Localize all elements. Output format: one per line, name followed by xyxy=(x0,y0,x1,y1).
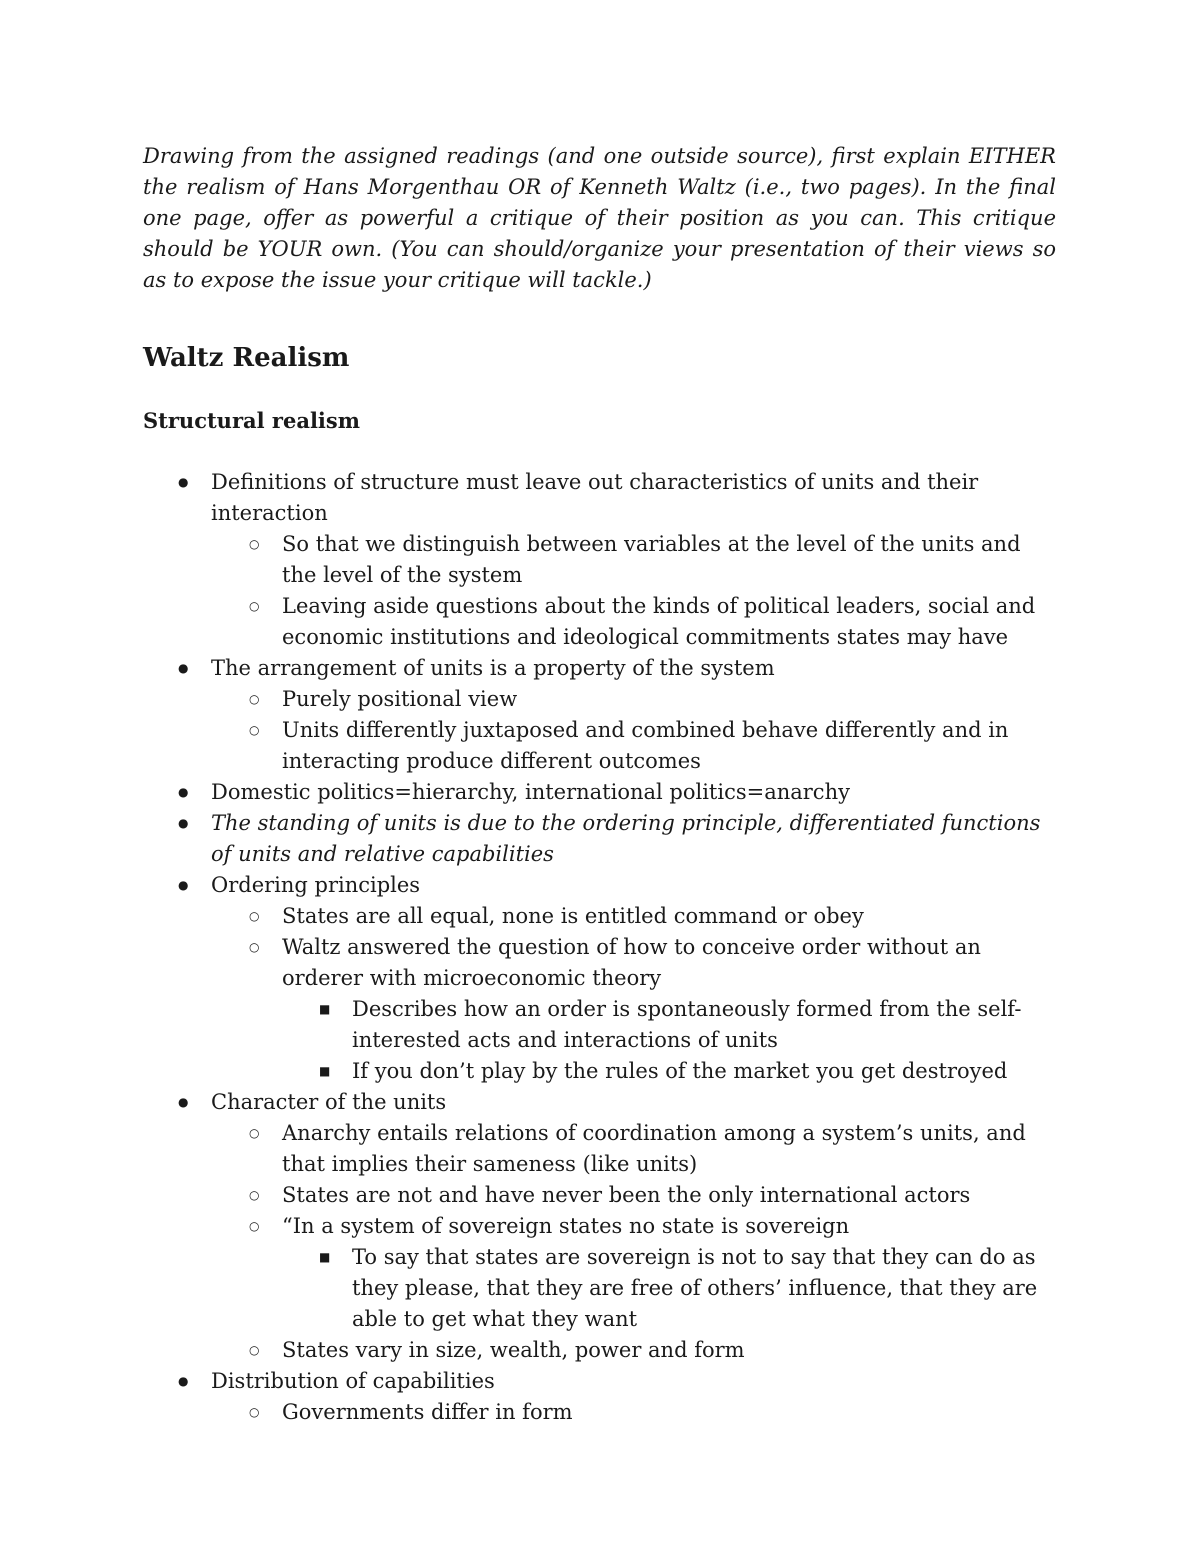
list-item-text: States are not and have never been the only international actors xyxy=(282,1183,971,1207)
bullet-circle-icon: ○ xyxy=(249,940,260,954)
bullet-dot-icon: ● xyxy=(178,1095,189,1109)
outline-list xyxy=(143,467,1056,1428)
list-item xyxy=(143,1056,1056,1087)
list-item-text: Leaving aside questions about the kinds of political leaders, social and economic institutions and ideological commitments states may have xyxy=(282,594,1036,649)
bullet-circle-icon: ○ xyxy=(249,1126,260,1140)
list-item-text: States are all equal, none is entitled command or obey xyxy=(282,904,864,928)
list-item xyxy=(143,684,1056,715)
list-item-text: Describes how an order is spontaneously formed from the self-interested acts and interactions of units xyxy=(352,997,1022,1052)
list-item xyxy=(143,1087,1056,1118)
list-item-text: Purely positional view xyxy=(282,687,518,711)
list-item xyxy=(143,870,1056,901)
list-item xyxy=(143,653,1056,684)
list-item-text: The standing of units is due to the ordering principle, differentiated functions of units and relative capabilities xyxy=(211,811,1041,866)
bullet-circle-icon: ○ xyxy=(249,692,260,706)
list-item-text: Governments differ in form xyxy=(282,1400,573,1424)
list-item-text: Anarchy entails relations of coordination among a system’s units, and that implies their sameness (like units) xyxy=(282,1121,1026,1176)
list-item xyxy=(143,1397,1056,1428)
list-item xyxy=(143,1180,1056,1211)
list-item-text: Definitions of structure must leave out characteristics of units and their interaction xyxy=(211,470,979,525)
bullet-dot-icon: ● xyxy=(178,816,189,830)
list-item-text: The arrangement of units is a property of the system xyxy=(211,656,775,680)
bullet-circle-icon: ○ xyxy=(249,1405,260,1419)
list-item xyxy=(143,901,1056,932)
section-heading: Structural realism xyxy=(143,408,360,433)
bullet-circle-icon: ○ xyxy=(249,537,260,551)
list-item-text: “In a system of sovereign states no state is sovereign xyxy=(282,1214,850,1238)
bullet-circle-icon: ○ xyxy=(249,1343,260,1357)
bullet-square-icon: ■ xyxy=(319,1002,331,1016)
bullet-circle-icon: ○ xyxy=(249,1188,260,1202)
list-item xyxy=(143,1118,1056,1180)
list-item xyxy=(143,777,1056,808)
assignment-prompt: Drawing from the assigned readings (and one outside source), first explain EITHER the realism of Hans Morgenthau OR of Kenneth Waltz (i.e., two pages). In the final one page, offer as powerful a critique of their position as you can. This critique should be YOUR own. (You can should/organize your presentation of their views so as to expose the issue your critique will tackle.) xyxy=(143,144,1056,292)
list-item-text: To say that states are sovereign is not to say that they can do as they please, that they are free of others’ influence, that they are able to get what they want xyxy=(352,1245,1038,1331)
list-item-text: Ordering principles xyxy=(211,873,421,897)
list-item-text: If you don’t play by the rules of the market you get destroyed xyxy=(352,1059,1008,1083)
list-item-text: So that we distinguish between variables at the level of the units and the level of the system xyxy=(282,532,1021,587)
bullet-square-icon: ■ xyxy=(319,1250,331,1264)
bullet-circle-icon: ○ xyxy=(249,723,260,737)
bullet-dot-icon: ● xyxy=(178,661,189,675)
list-item xyxy=(143,467,1056,529)
bullet-circle-icon: ○ xyxy=(249,909,260,923)
list-item xyxy=(143,715,1056,777)
list-item xyxy=(143,994,1056,1056)
list-item-text: Character of the units xyxy=(211,1090,447,1114)
bullet-circle-icon: ○ xyxy=(249,1219,260,1233)
page-title: Waltz Realism xyxy=(143,343,350,373)
bullet-dot-icon: ● xyxy=(178,1374,189,1388)
list-item-text: States vary in size, wealth, power and form xyxy=(282,1338,745,1362)
list-item xyxy=(143,1211,1056,1242)
bullet-dot-icon: ● xyxy=(178,878,189,892)
list-item-text: Distribution of capabilities xyxy=(211,1369,495,1393)
list-item xyxy=(143,1242,1056,1335)
list-item-text: Waltz answered the question of how to conceive order without an orderer with microeconomic theory xyxy=(282,935,981,990)
list-item-text: Domestic politics=hierarchy, international politics=anarchy xyxy=(211,780,850,804)
list-item xyxy=(143,1335,1056,1366)
bullet-circle-icon: ○ xyxy=(249,599,260,613)
list-item xyxy=(143,591,1056,653)
list-item xyxy=(143,529,1056,591)
bullet-square-icon: ■ xyxy=(319,1064,331,1078)
list-item xyxy=(143,932,1056,994)
list-item-text: Units differently juxtaposed and combined behave differently and in interacting produce different outcomes xyxy=(282,718,1009,773)
bullet-dot-icon: ● xyxy=(178,475,189,489)
bullet-dot-icon: ● xyxy=(178,785,189,799)
list-item xyxy=(143,808,1056,870)
list-item xyxy=(143,1366,1056,1397)
